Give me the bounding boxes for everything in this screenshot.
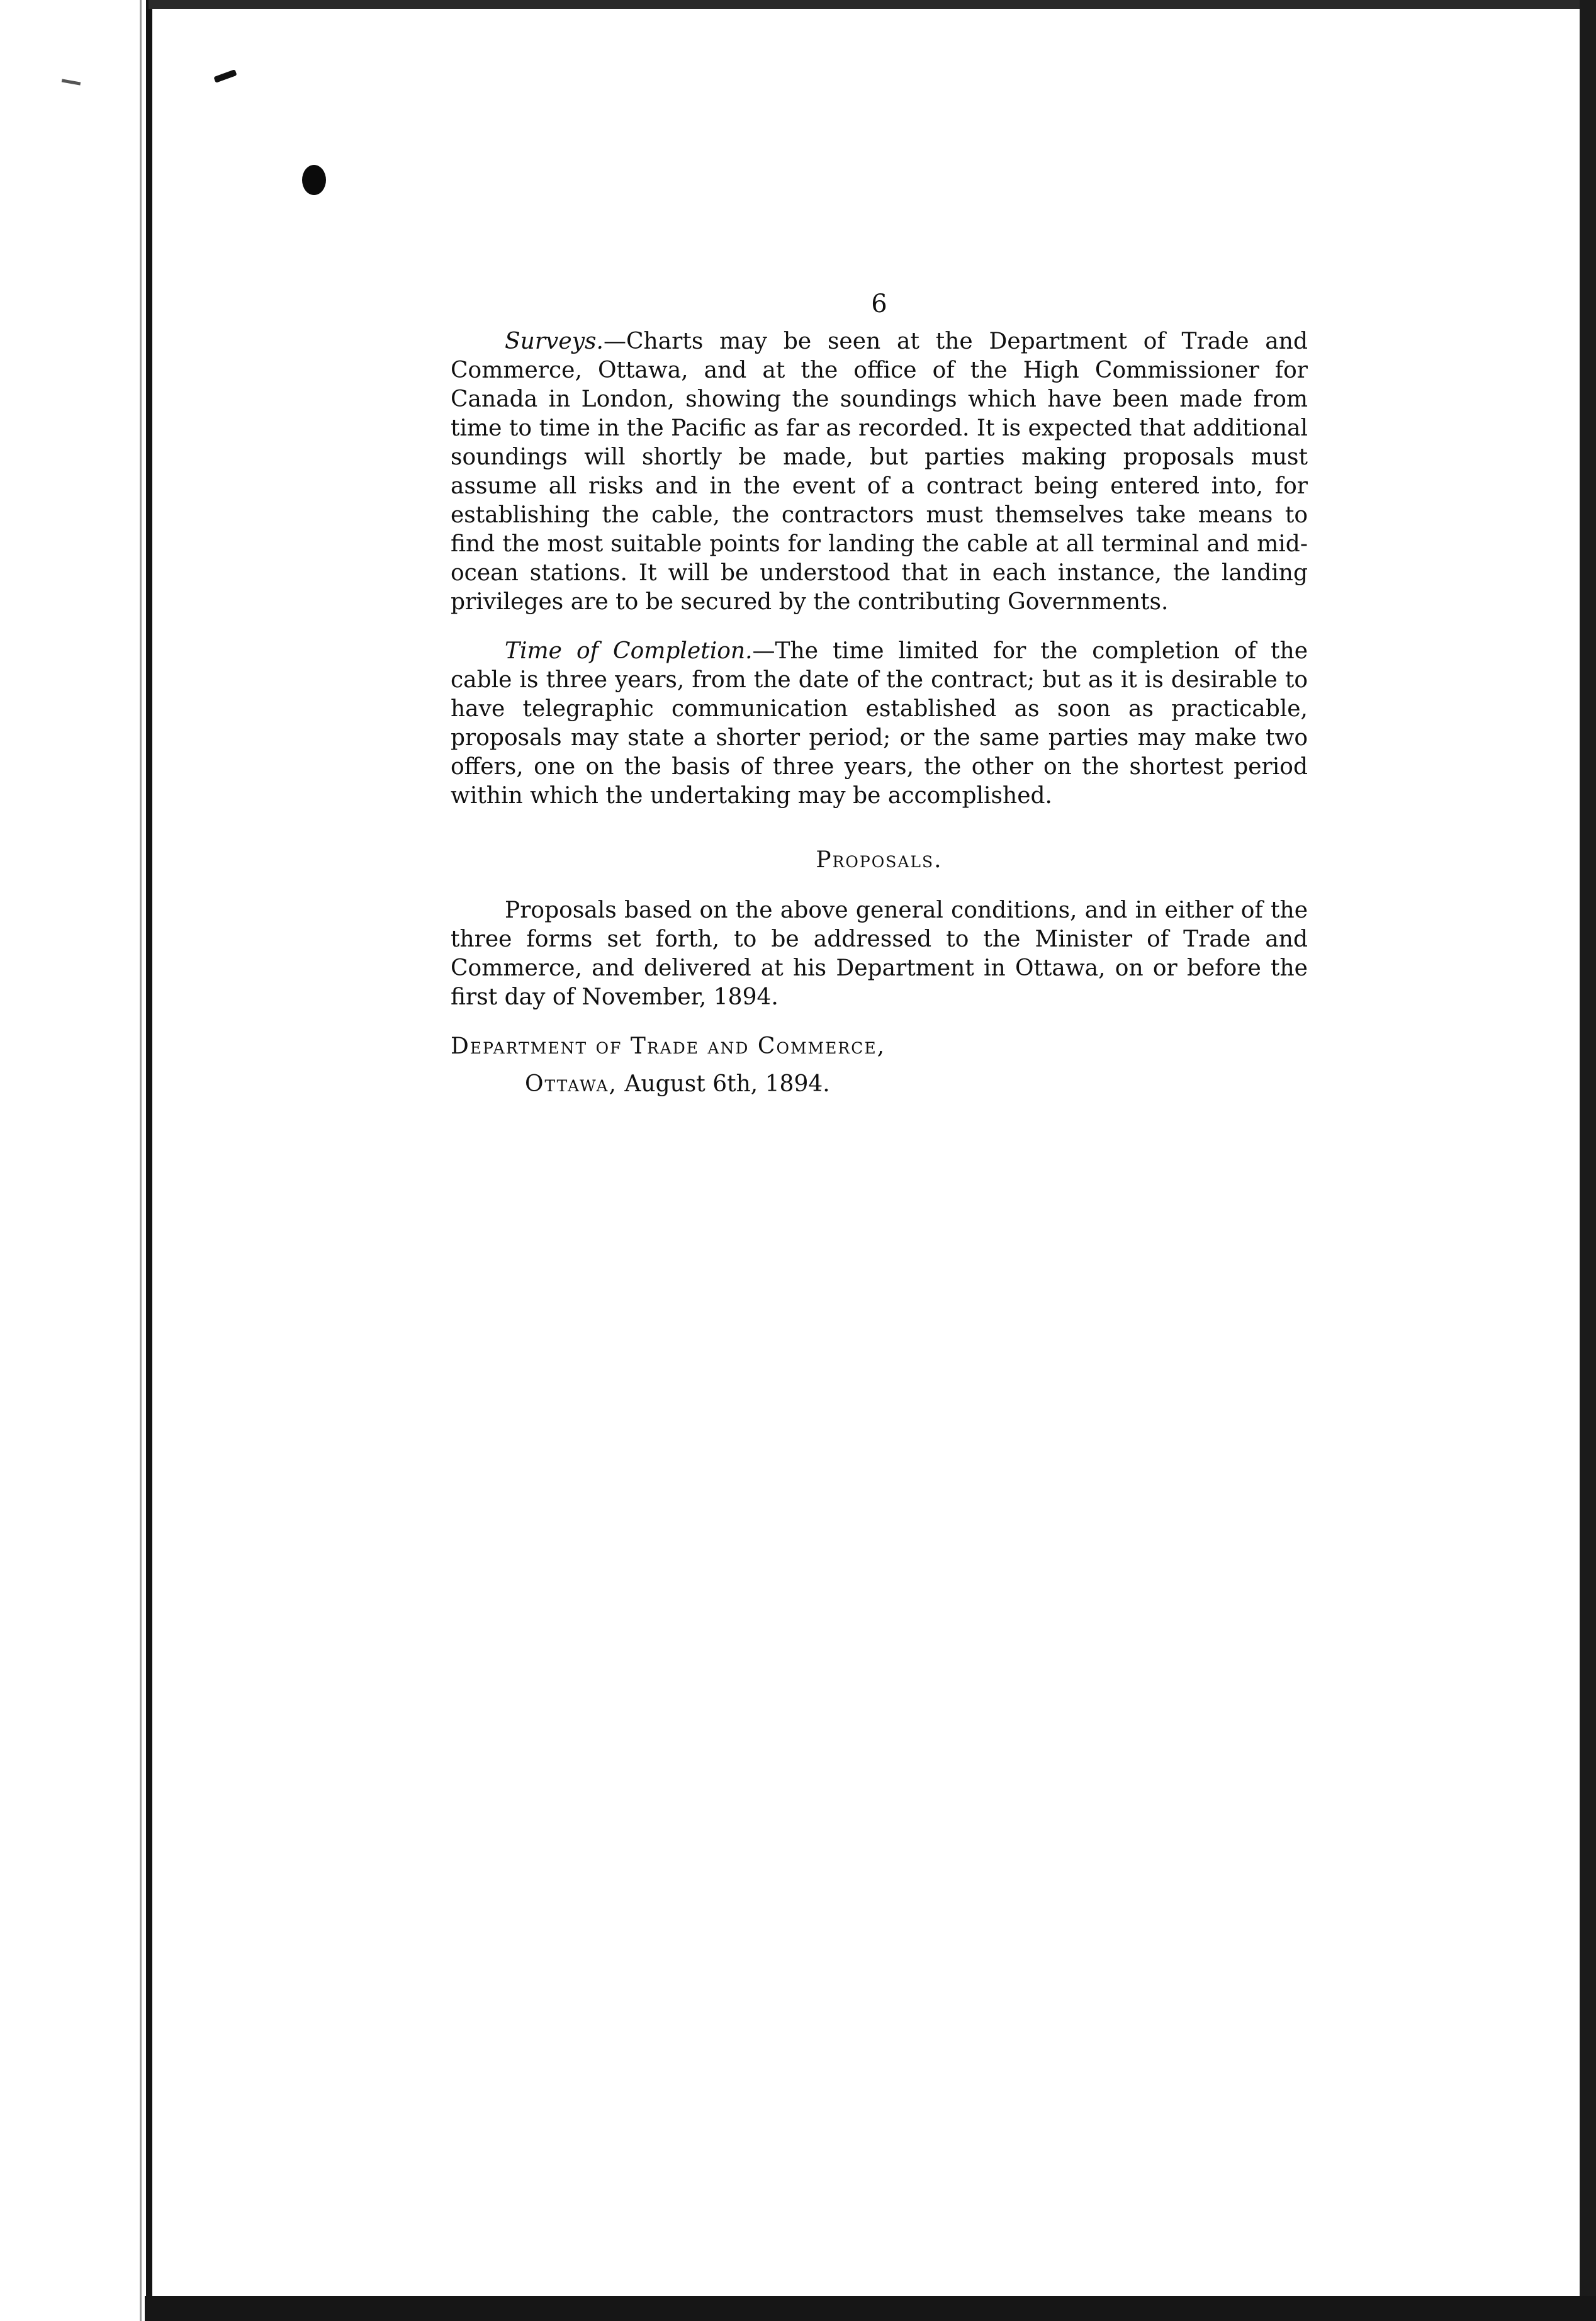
document-body [451, 289, 1308, 1099]
signature-city: Ottawa, [525, 1071, 617, 1097]
binding-shadow [140, 0, 142, 2321]
completion-heading: Time of Completion. [505, 638, 753, 664]
surveys-text: —Charts may be seen at the Department of Trade and Commerce, Ottawa, and at the office of the High Commissioner for Canada in London, showing the soundings which have been made from time to time in the Pacific as far as recorded. It is expected that additional soundings will shortly be made, but parties making proposals must assume all risks and in the event of a contract being entered into, for establishing the cable, the contractors must themselves take means to find the most suitable points for landing the cable at all terminal and mid-ocean stations. It will be understood that in each instance, the landing privileges are to be secured by the contributing Governments. [451, 329, 1308, 615]
ink-mark [213, 69, 237, 83]
scan-edge-top [149, 0, 1596, 9]
page-number: 6 [871, 289, 887, 318]
surveys-paragraph [451, 327, 1308, 617]
signature-place-date [451, 1070, 1308, 1099]
signature-department: Department of Trade and Commerce, [451, 1033, 886, 1059]
surveys-heading: Surveys. [505, 329, 604, 354]
scan-edge-bottom [145, 2296, 1596, 2321]
completion-paragraph [451, 637, 1308, 811]
binding-edge [146, 0, 152, 2321]
punch-hole-mark [302, 165, 326, 195]
facing-page-margin [0, 0, 149, 2321]
completion-text: —The time limited for the completion of the cable is three years, from the date of the contract; but as it is desirable to have telegraphic communication established as soon as practicable, proposals may state a shorter period; or the same parties may make two offers, one on the basis of three years, the other on the shortest period within which the undertaking may be accomplished. [451, 638, 1308, 809]
signature-date: August 6th, 1894. [617, 1071, 830, 1097]
proposals-paragraph: Proposals based on the above general conditions, and in either of the three forms set forth, to be addressed to the Minister of Trade and Commerce, and delivered at his Department in Ottawa, on or before the first day of November, 1894. [451, 897, 1308, 1010]
signature-block [451, 1032, 1308, 1099]
proposals-heading: Proposals. [816, 847, 943, 873]
scan-edge-right [1580, 0, 1596, 2321]
